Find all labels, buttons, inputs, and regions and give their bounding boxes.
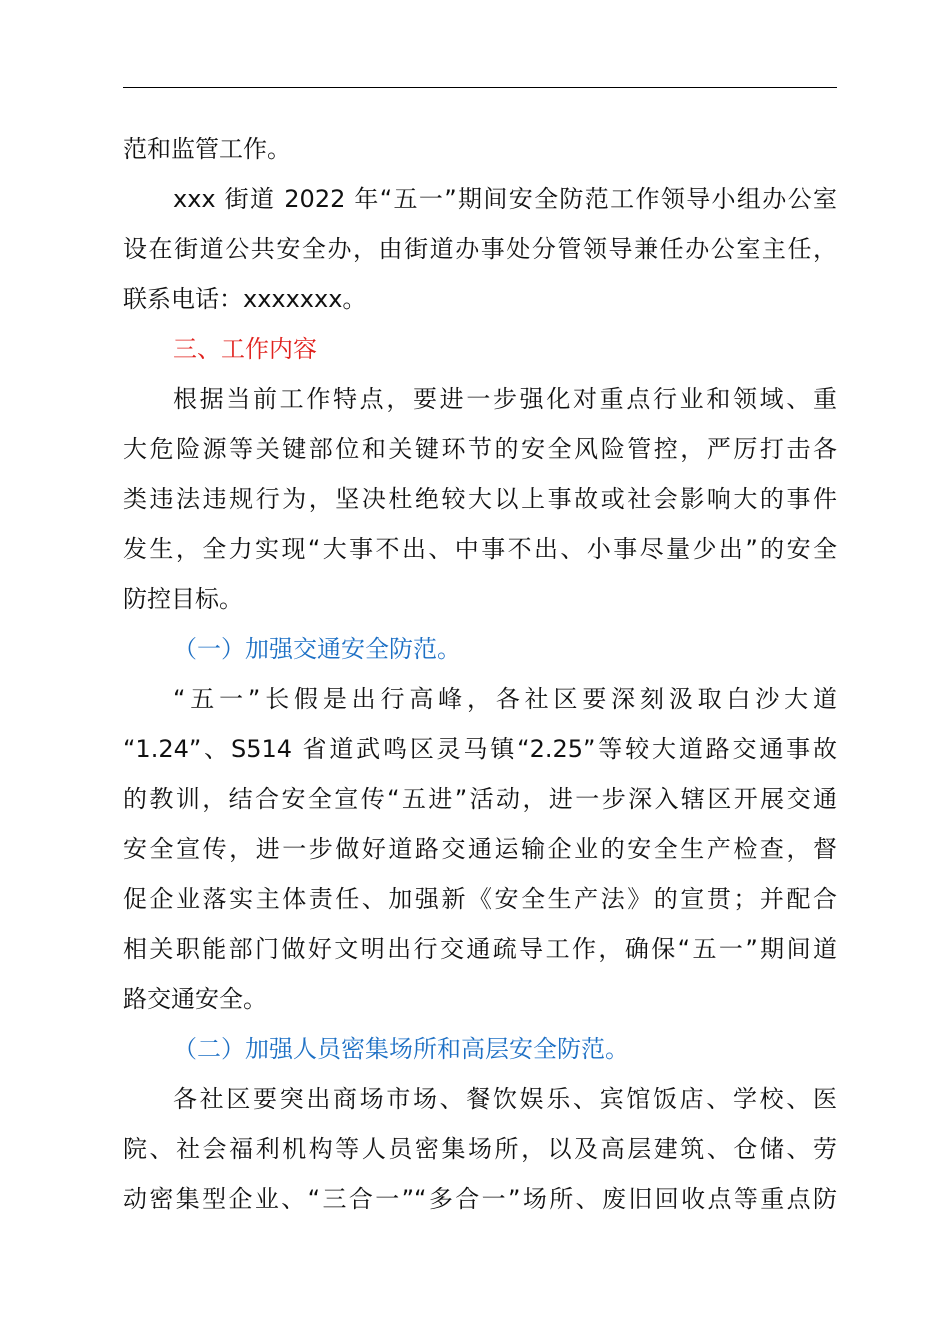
paragraph-line: 相关职能部门做好文明出行交通疏导工作，确保“五一”期间道 bbox=[123, 935, 837, 963]
document-body bbox=[123, 124, 837, 1224]
paragraph-line: 的教训，结合安全宣传“五进”活动，进一步深入辖区开展交通 bbox=[123, 785, 837, 813]
paragraph-line: 设在街道公共安全办，由街道办事处分管领导兼任办公室主任， bbox=[123, 235, 837, 263]
header-rule bbox=[123, 87, 837, 88]
paragraph-line: 路交通安全。 bbox=[123, 985, 267, 1013]
paragraph-line: 动密集型企业、“三合一”“多合一”场所、废旧回收点等重点防 bbox=[123, 1185, 837, 1213]
paragraph-line: 防控目标。 bbox=[123, 585, 243, 613]
paragraph-line: 促企业落实主体责任、加强新《安全生产法》的宣贯；并配合 bbox=[123, 885, 837, 913]
paragraph-line: 类违法违规行为，坚决杜绝较大以上事故或社会影响大的事件 bbox=[123, 485, 837, 513]
subheading-crowded-places-safety: （二）加强人员密集场所和高层安全防范。 bbox=[173, 1035, 629, 1063]
paragraph-line: 范和监管工作。 bbox=[123, 135, 291, 163]
paragraph-line: 安全宣传，进一步做好道路交通运输企业的安全生产检查，督 bbox=[123, 835, 837, 863]
paragraph-line: “五一”长假是出行高峰，各社区要深刻汲取白沙大道 bbox=[173, 685, 837, 713]
section-heading-work-content: 三、工作内容 bbox=[173, 335, 317, 363]
paragraph-line: 院、社会福利机构等人员密集场所，以及高层建筑、仓储、劳 bbox=[123, 1135, 837, 1163]
subheading-traffic-safety: （一）加强交通安全防范。 bbox=[173, 635, 461, 663]
paragraph-line: “1.24”、S514 省道武鸣区灵马镇“2.25”等较大道路交通事故 bbox=[123, 735, 837, 763]
paragraph-line: 大危险源等关键部位和关键环节的安全风险管控，严厉打击各 bbox=[123, 435, 837, 463]
paragraph-line: 发生，全力实现“大事不出、中事不出、小事尽量少出”的安全 bbox=[123, 535, 837, 563]
paragraph-line: 根据当前工作特点，要进一步强化对重点行业和领域、重 bbox=[173, 385, 837, 413]
paragraph-line: xxx 街道 2022 年“五一”期间安全防范工作领导小组办公室 bbox=[173, 185, 837, 213]
paragraph-line: 联系电话：xxxxxxx。 bbox=[123, 285, 367, 313]
paragraph-line: 各社区要突出商场市场、餐饮娱乐、宾馆饭店、学校、医 bbox=[173, 1085, 837, 1113]
